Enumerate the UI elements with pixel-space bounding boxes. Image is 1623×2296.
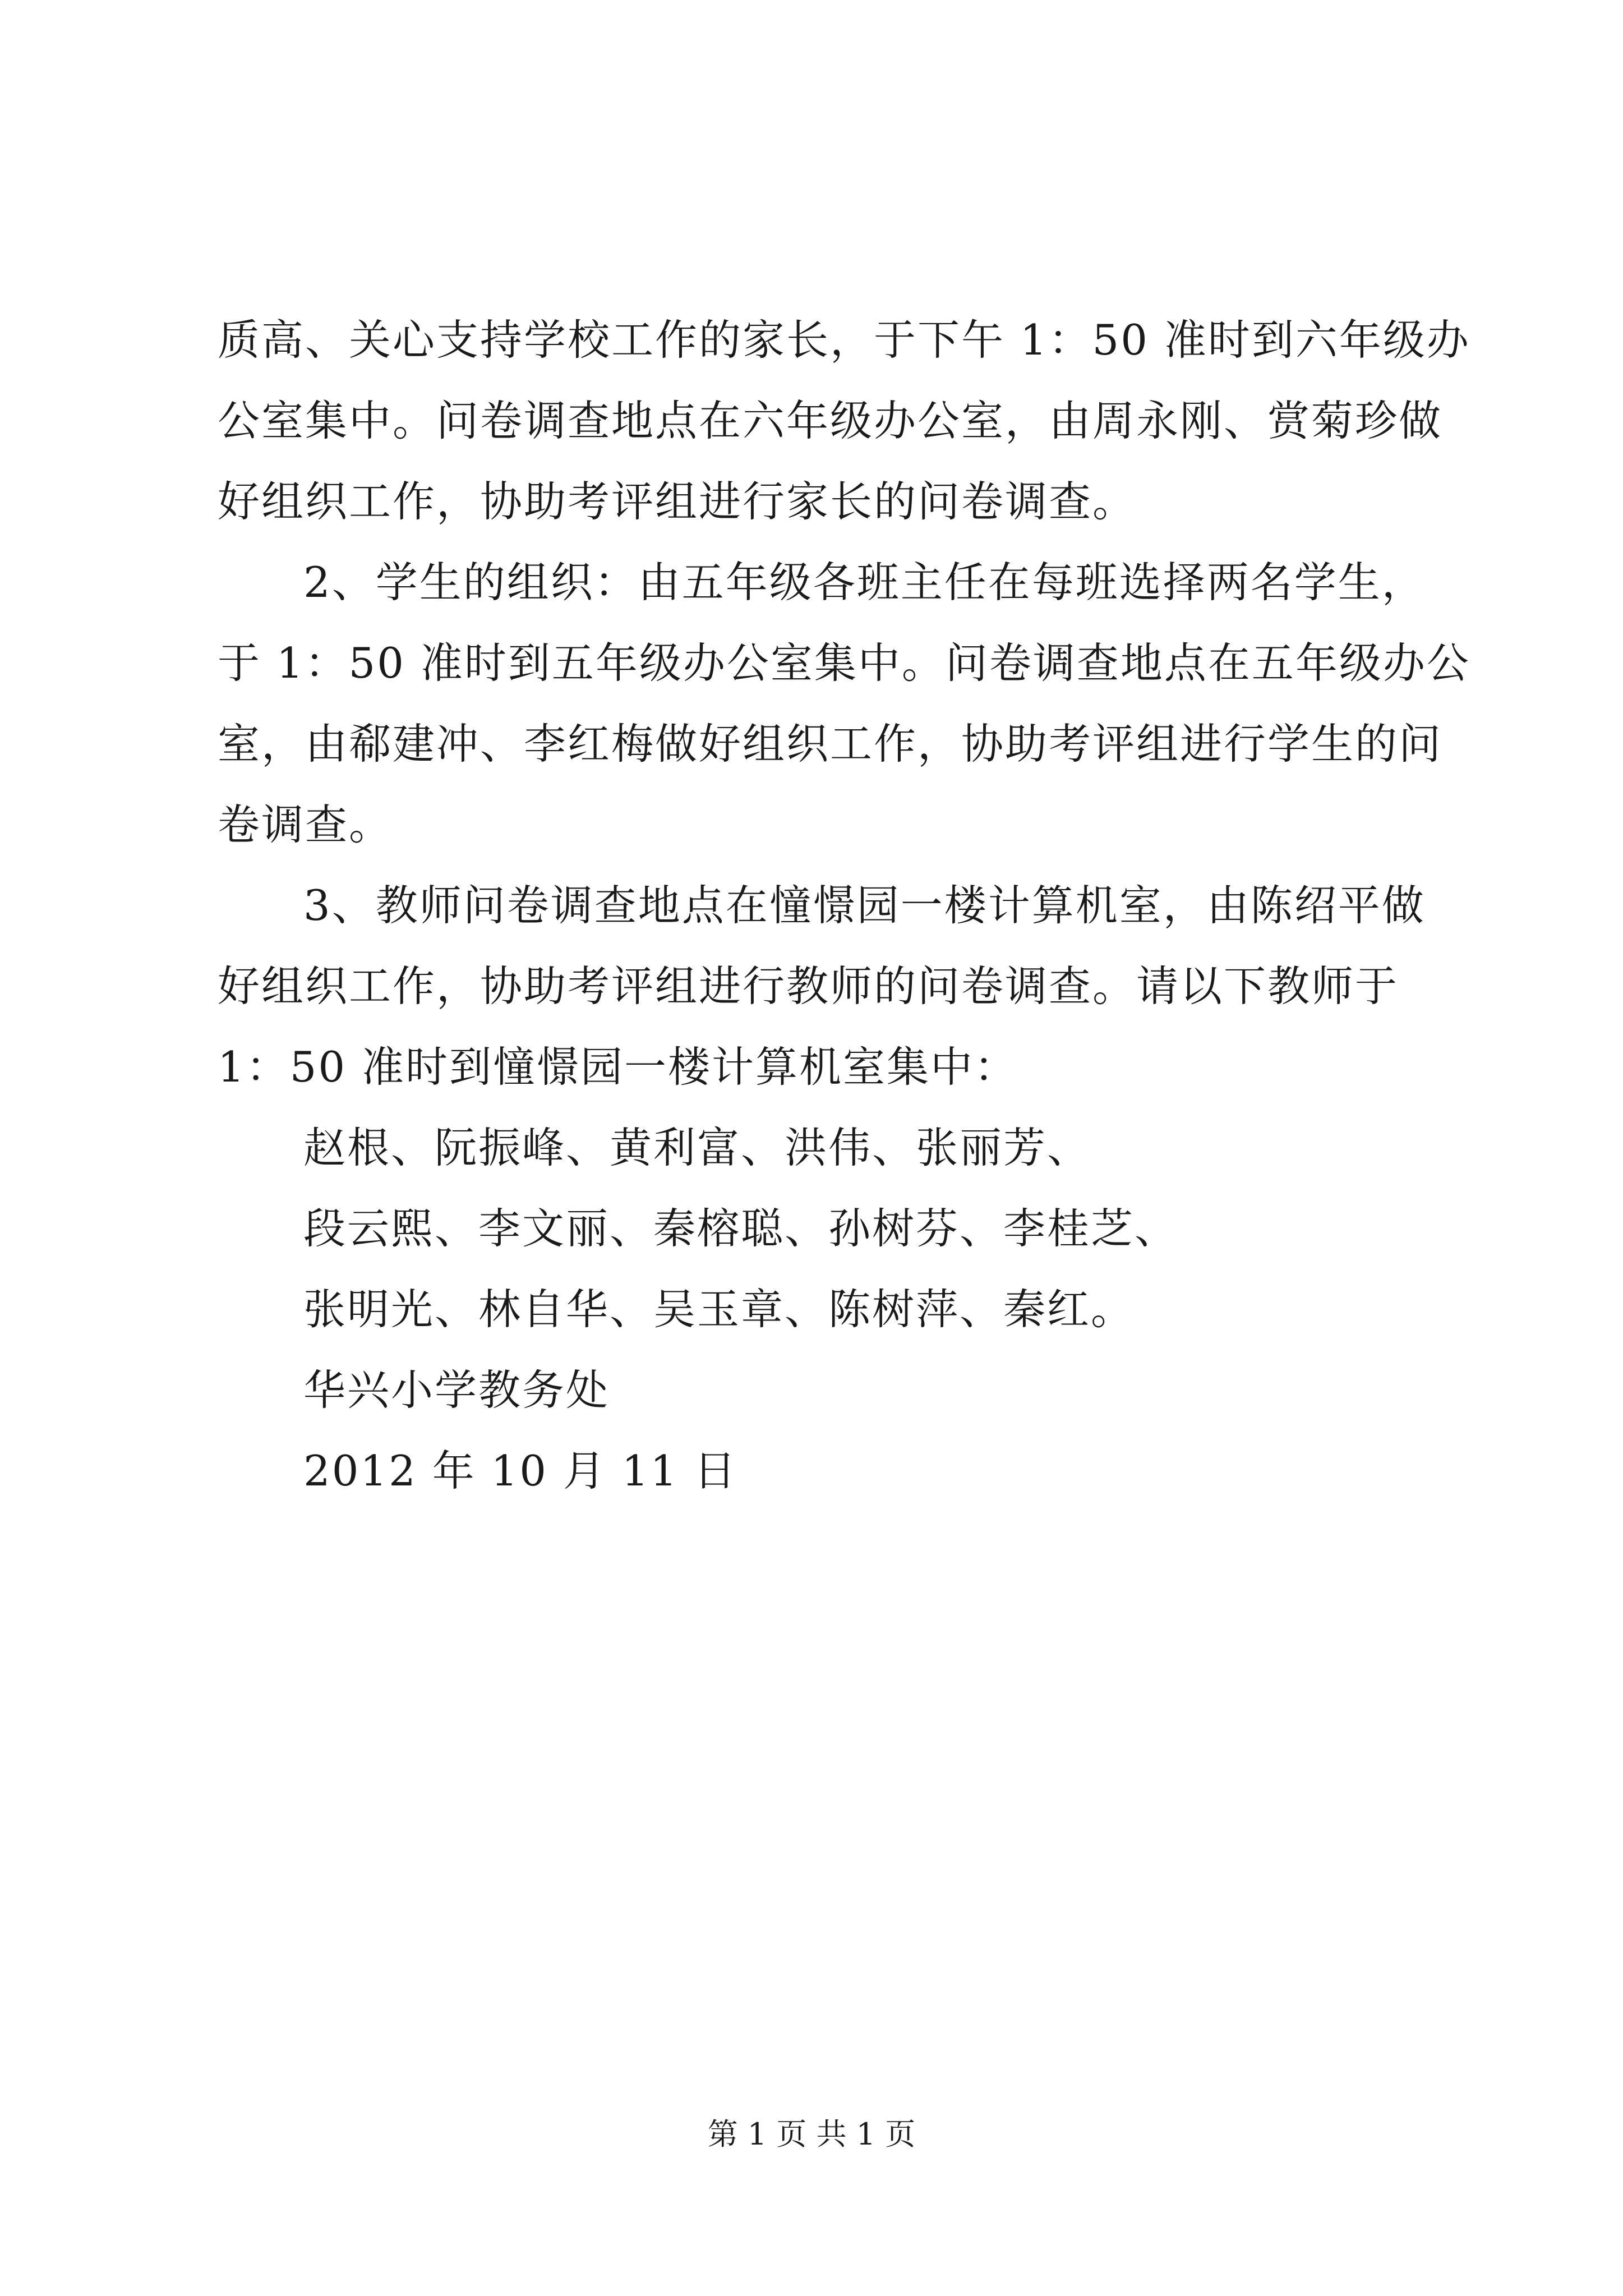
paragraph-1-line-2: 公室集中。问卷调查地点在六年级办公室，由周永刚、赏菊珍做 (218, 396, 1443, 445)
teacher-list-line-2: 段云熙、李文丽、秦榕聪、孙树芬、李桂芝、 (303, 1204, 1179, 1253)
paragraph-3-line-2: 好组织工作，协助考评组进行教师的问卷调查。请以下教师于 (218, 961, 1399, 1011)
teacher-list-line-3: 张明光、林自华、吴玉章、陈树萍、秦红。 (303, 1285, 1135, 1334)
paragraph-2-line-4: 卷调查。 (218, 800, 393, 849)
paragraph-1-line-3: 好组织工作，协助考评组进行家长的问卷调查。 (218, 477, 1137, 526)
teacher-list-line-1: 赵根、阮振峰、黄利富、洪伟、张丽芳、 (303, 1123, 1091, 1172)
paragraph-2-line-2: 于 1：50 准时到五年级办公室集中。问卷调查地点在五年级办公 (218, 638, 1470, 688)
signature-office: 华兴小学教务处 (303, 1365, 610, 1415)
paragraph-2-line-3: 室，由郗建冲、李红梅做好组织工作，协助考评组进行学生的问 (218, 719, 1443, 769)
paragraph-2-line-1: 2、学生的组织：由五年级各班主任在每班选择两名学生， (303, 558, 1426, 607)
page-footer: 第 1 页 共 1 页 (707, 2116, 916, 2152)
signature-date: 2012 年 10 月 11 日 (303, 1446, 737, 1496)
paragraph-3-line-1: 3、教师问卷调查地点在憧憬园一楼计算机室，由陈绍平做 (303, 881, 1426, 930)
paragraph-1-line-1: 质高、关心支持学校工作的家长，于下午 1：50 准时到六年级办 (218, 315, 1470, 365)
paragraph-3-line-3: 1：50 准时到憧憬园一楼计算机室集中： (218, 1042, 1018, 1092)
